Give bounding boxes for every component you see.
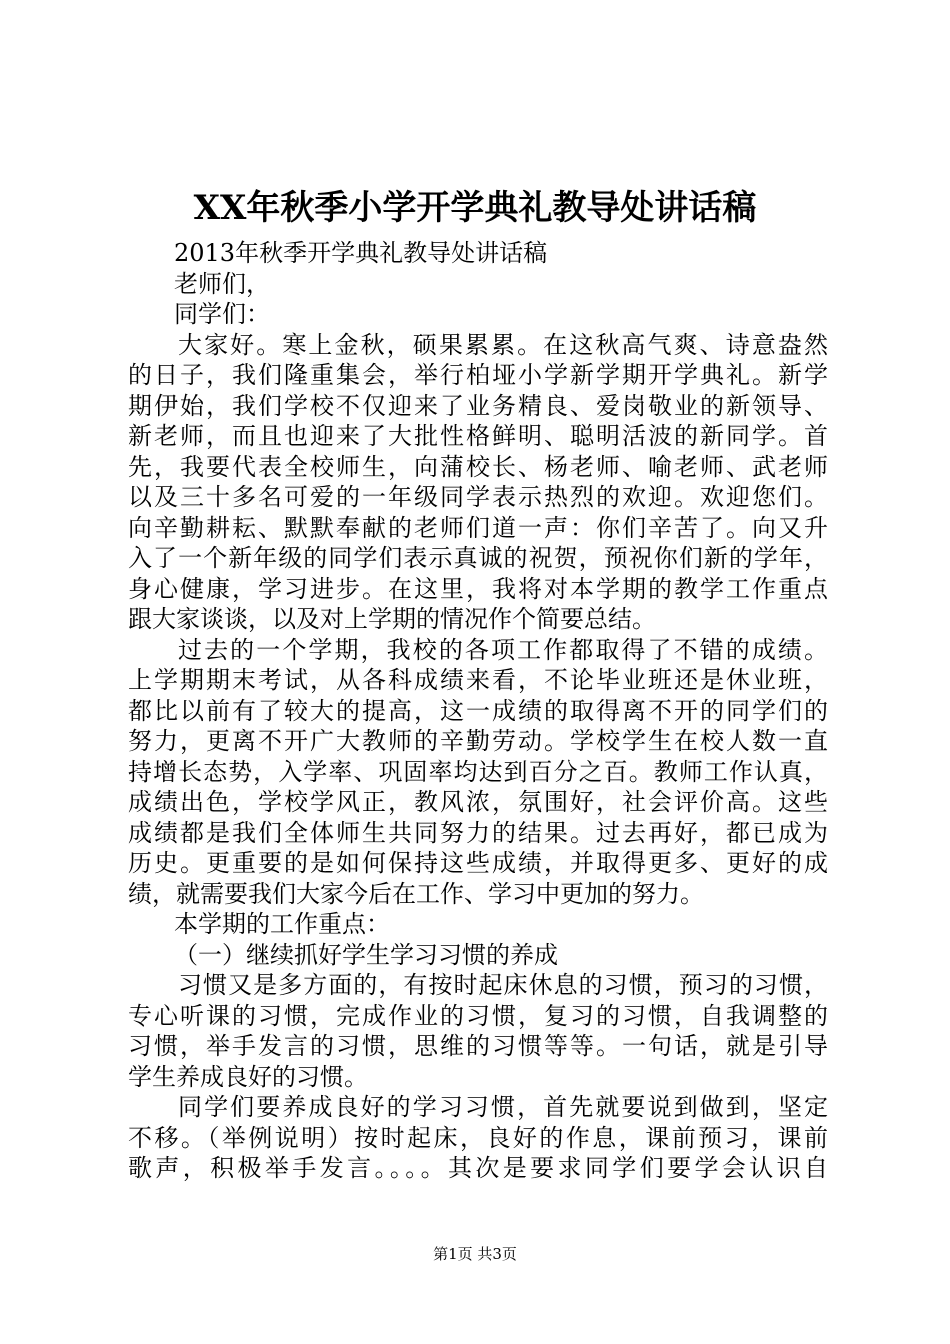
body-line: 跟大家谈谈，以及对上学期的情况作个简要总结。 [128,605,656,633]
body-line: 努力，更离不开广大教师的辛勤劳动。学校学生在校人数一直 [128,727,828,755]
body-line: 不移。（举例说明）按时起床，良好的作息，课前预习，课前 [128,1123,828,1152]
body-line: 大家好。寒上金秋，硕果累累。在这秋高气爽、诗意盎然 [178,330,828,359]
body-line: 上学期期末考试，从各科成绩来看，不论毕业班还是休业班， [128,666,828,694]
body-line: 以及三十多名可爱的一年级同学表示热烈的欢迎。欢迎您们。 [128,483,828,511]
body-line: 期伊始，我们学校不仅迎来了业务精良、爱岗敬业的新领导、 [128,391,828,420]
body-line: 绩，就需要我们大家今后在工作、学习中更加的努力。 [128,879,704,908]
body-line: 专心听课的习惯，完成作业的习惯，复习的习惯，自我调整的 [128,1001,828,1030]
body-line: （一）继续抓好学生学习习惯的养成 [174,940,558,969]
body-line: 新老师，而且也迎来了大批性格鲜明、聪明活波的新同学。首 [128,422,828,450]
body-line: 同学们： [174,300,270,328]
page-footer: 第1页 共3页 [433,1245,517,1263]
body-line: 都比以前有了较大的提高，这一成绩的取得离不开的同学们的 [128,696,828,725]
body-line: 历史。更重要的是如何保持这些成绩，并取得更多、更好的成 [128,849,828,877]
body-line: 学生养成良好的习惯。 [128,1062,368,1091]
body-line: 的日子，我们隆重集会，举行柏垭小学新学期开学典礼。新学 [128,361,828,389]
document-body [128,238,828,1184]
body-line: 本学期的工作重点： [174,910,390,938]
document-title: XX年秋季小学开学典礼教导处讲话稿 [193,188,757,228]
body-line: 老师们， [174,269,270,298]
body-line: 向辛勤耕耘、默默奉献的老师们道一声：你们辛苦了。向又升 [128,513,828,542]
body-line: 过去的一个学期，我校的各项工作都取得了不错的成绩。 [178,635,828,664]
body-line: 2013年秋季开学典礼教导处讲话稿 [174,239,548,267]
body-line: 身心健康，学习进步。在这里，我将对本学期的教学工作重点 [128,574,828,603]
body-line: 先，我要代表全校师生，向蒲校长、杨老师、喻老师、武老师 [128,452,828,481]
body-line: 成绩出色，学校学风正，教风浓，氛围好，社会评价高。这些 [128,788,828,816]
body-line: 歌声，积极举手发言。。。。其次是要求同学们要学会认识自 [128,1154,828,1182]
body-line: 同学们要养成良好的学习习惯，首先就要说到做到，坚定 [178,1093,828,1121]
body-line: 成绩都是我们全体师生共同努力的结果。过去再好，都已成为 [128,818,828,847]
body-line: 入了一个新年级的同学们表示真诚的祝贺，预祝你们新的学年， [128,544,828,572]
body-line: 习惯，举手发言的习惯，思维的习惯等等。一句话，就是引导 [128,1032,828,1060]
body-line: 习惯又是多方面的，有按时起床休息的习惯，预习的习惯， [178,971,828,999]
body-line: 持增长态势，入学率、巩固率均达到百分之百。教师工作认真， [128,757,828,786]
